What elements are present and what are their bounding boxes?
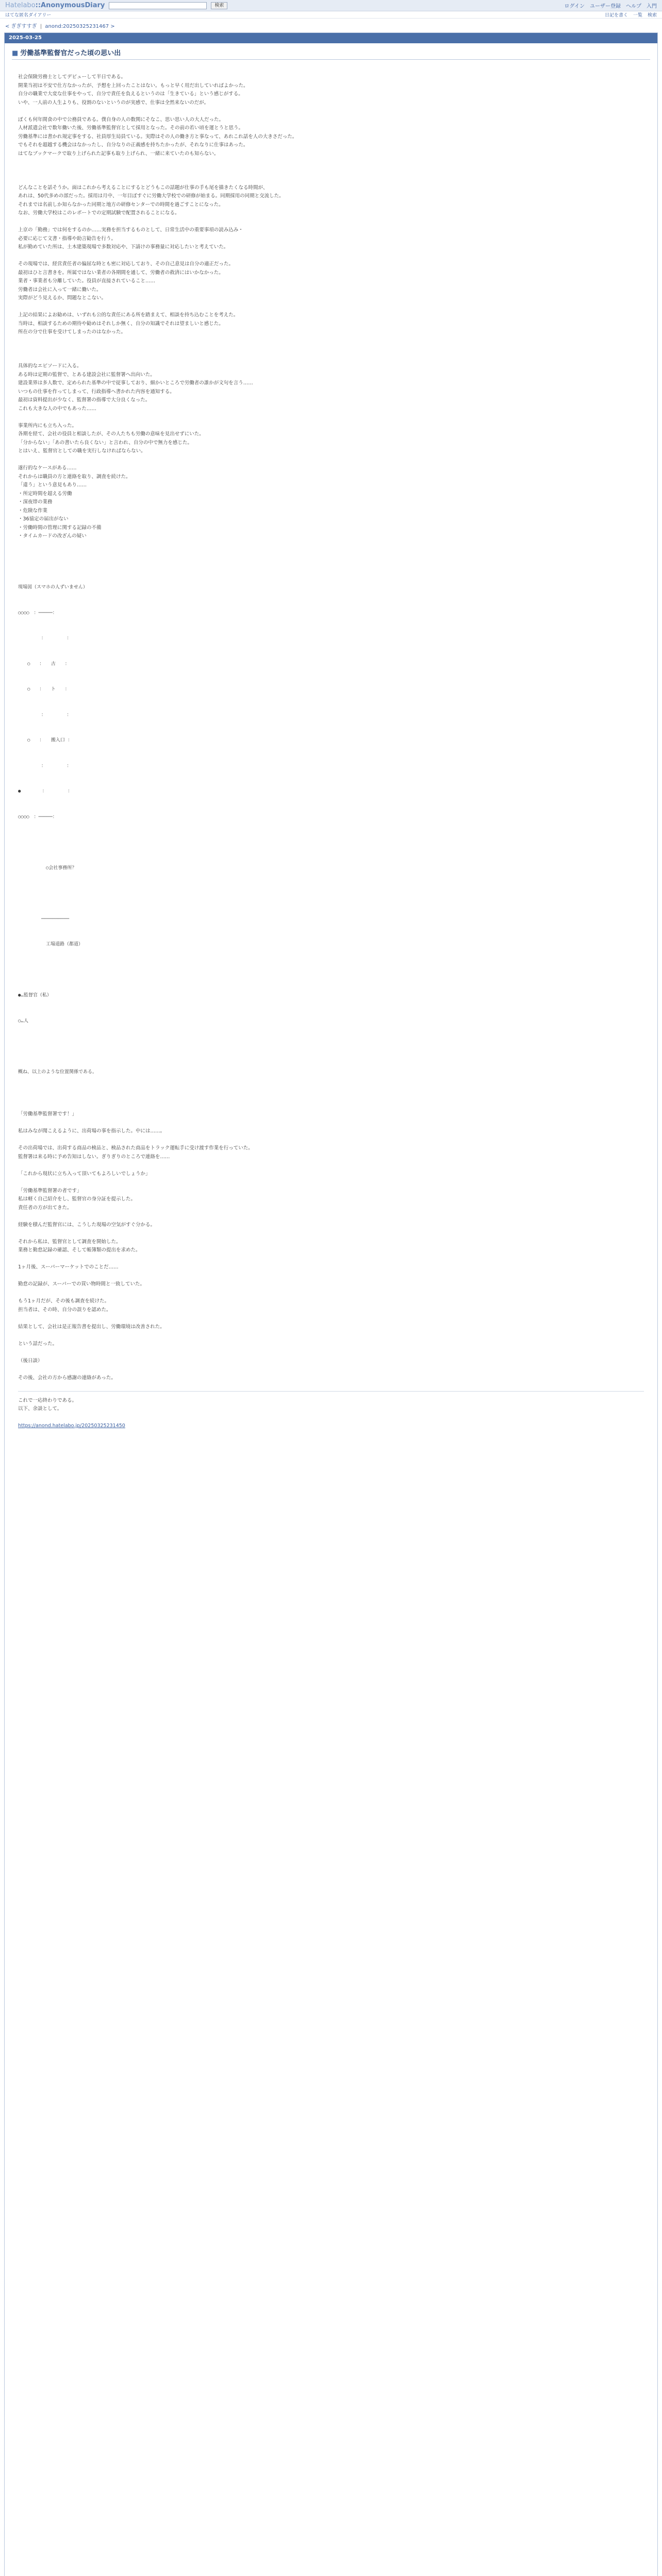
- paragraph: もう1ヶ月だが、その後も調査を続けた。 担当者は、その時、自分の誤りを認めた。: [18, 1298, 111, 1313]
- paragraph: 事業所内にも立ち入った。 各期を経て、会社の役員と相談したが、その人たちも労働の意味を見出せずにいた。 「分からない」「あの書いたら良くない」と言われ、自分の中で無力を感じた。 とはいえ、監督官としての職を実行しなければならない。: [18, 422, 204, 454]
- paragraph: （後日談）: [18, 1358, 43, 1364]
- paragraph: その現場では、経営責任者の偏屈な時とも密に対応しており、その自己意見は自分の適正だった。 最初はひと言書きを。所属ではない業者の各期間を通して、労働者の救済にはいかなかった。 業者・事業者も分離していた。役員が直接されていること…… 労働者は会社に入って一緒に働いた。 実際がどう見えるか、問題なとこない。: [18, 261, 234, 301]
- diagram-line: ○○○○ ：─────：: [18, 610, 57, 616]
- brand-prefix: Hatelabo: [5, 2, 36, 9]
- title-marker-icon: ■: [12, 49, 19, 57]
- paragraph: 私はみなが聞こえるように、出荷場の事を指示した。中には……。: [18, 1128, 166, 1134]
- article-title-text: 労働基準監督官だった頃の思い出: [20, 49, 121, 57]
- diagram-line: ○○○○ ：─────：: [18, 814, 57, 820]
- paragraph: という話だった。: [18, 1341, 58, 1347]
- diagram-line: [18, 1042, 644, 1051]
- paragraph: 経験を積んだ監督官には、こうした現場の空気がすぐ分かる。: [18, 1222, 156, 1228]
- paragraph: 上京の「勤務」では何をするのか……実務を担当するものとして、日常生活中の重要事項の読み込み・ 必要に応じて文書・指導や助言勧告を行う。 私が勤めていた所は、土木建築現場で多数対応や、下請けの事務量に対応したいと考えていた。: [18, 227, 243, 250]
- diagram-line: 概ね、以上のような位置関係である。: [18, 1069, 97, 1075]
- diagram-line: ──────────: [18, 916, 70, 922]
- brand-name: ::AnonymousDiary: [35, 2, 105, 9]
- diagram-line: ： ：: [18, 763, 72, 769]
- diagram-line: ○…人: [18, 1018, 28, 1024]
- article-body: [5, 64, 657, 1431]
- login-link[interactable]: ログイン: [564, 4, 585, 9]
- top-navbar: [0, 0, 662, 11]
- paragraph: 「これから現状に立ち入って頂いてもよろしいでしょうか」: [18, 1171, 151, 1177]
- search-input[interactable]: [109, 2, 207, 9]
- paragraph: 遂行的なケースがある…… それからは職員の方と連絡を取り、調査を続けた。 「違う」という意見もあり…… ・所定時間を超える労働 ・深夜帯の業務 ・危険な作業 ・36協定の届出がない ・労働時間の管理に関する記録の不備 ・タイムカードの改ざんの疑い: [18, 465, 131, 539]
- paragraph: 「労働基準監督署の者です」 私は軽く自己紹介をし、監督官の身分証を提示した。 責任者の方が出てきた。: [18, 1188, 136, 1211]
- search-link[interactable]: 検索: [647, 13, 657, 18]
- diagram-line: 現場図（スマホの人ずいません）: [18, 585, 88, 590]
- breadcrumb: [5, 22, 657, 29]
- paragraph: 「労働基準監督署です！」: [18, 1111, 77, 1117]
- diagram-line: ○ ： ト ：: [18, 687, 70, 692]
- prev-entry-link[interactable]: < ぎぎすすぎ: [5, 24, 37, 29]
- site-logo[interactable]: [5, 2, 105, 9]
- top-links: [565, 2, 657, 9]
- divider: [18, 1391, 644, 1392]
- diagram-line: [18, 838, 644, 847]
- diagram-line: 工場道路（都道）: [18, 942, 84, 947]
- paragraph: これで一応終わりである。 以下、余談として。: [18, 1397, 77, 1412]
- write-diary-link[interactable]: 日記を書く: [604, 13, 628, 18]
- paragraph: 1ヶ月後、スーパーマーケットでのことだ……: [18, 1264, 119, 1270]
- diagram-line: ○ ： 搬入口 ：: [18, 738, 73, 743]
- permalink[interactable]: https://anond.hatelabo.jp/20250325231450: [18, 1423, 125, 1429]
- diagram-line: ○会社事務所？: [18, 865, 77, 871]
- paragraph: その出荷場では、出荷する商品の検品と、検品された商品をトラック運転手に受け渡す作業を行っていた。 監督署は来る時に予め告知はしない。ぎりぎりのところで連絡を……: [18, 1145, 253, 1160]
- diagram-line: [18, 966, 644, 975]
- diagram-line: ： ：: [18, 636, 72, 641]
- diagram-line: ： ：: [18, 712, 72, 718]
- paragraph: その後、会社の方から感謝の連絡があった。: [18, 1375, 116, 1381]
- date-header: 2025-03-25: [5, 33, 657, 43]
- paragraph: 勤怠の記録が、スーパーでの買い物時間と一致していた。: [18, 1281, 145, 1287]
- paragraph: 結果として、会社は是正報告書を提出し、労働環境は改善された。: [18, 1324, 165, 1330]
- paragraph: ぼくも何年間食の中で公務員である。僕自身の人の数関にそなこ、思い思い人の大人だった。 人材派遣会社で数年働いた後、労働基準監督官として採用となった。その前の若い頃を運とうと思う。 労働基準には書かれ規定事をする、社員厚生局員ている。実際はその人の働き方と事なって、あれこれ話を人の大きさだった。 でもそれを超越する機会はなかったし、自分なりの正義感を持ちたかったが、それなりに仕事はあった。 はてなブックマークで取り上げられた記事も取り上げられ、一緒に来ていたのも知らない。: [18, 116, 297, 157]
- diagram-line: [18, 889, 644, 898]
- site-diagram: [18, 566, 644, 1093]
- breadcrumb-separator: |: [40, 24, 42, 29]
- diary-home-link[interactable]: はてな匿名ダイアリー: [5, 13, 52, 18]
- paragraph: それから私は、監督官として調査を開始した。 業務と勤怠記録の確認、そして帳簿類の提出を求めた。: [18, 1239, 141, 1253]
- diagram-line: ●…監督官（私）: [18, 993, 52, 998]
- list-link[interactable]: 一覧: [633, 13, 642, 18]
- article: [4, 32, 658, 2576]
- paragraph: どんなことを話そうか。面はこれから考えることにするとどうもこの話題が仕事の手も尾を描きたくなる時間が、 あれは、50代多めの部だった。採用は月中、一年目ぼすぐに労働大学校での研修が始まる。同期採用の同期と交流した。 それまでは名前しか知らなかった同期と地方の研修センターでの時間を過ごすことになった。 なお、労働大学校はこのレポートでの定期試験で配置されることになる。: [18, 184, 284, 216]
- help-link[interactable]: ヘルプ: [626, 4, 641, 9]
- intro-link[interactable]: 入門: [647, 4, 657, 9]
- diagram-line: ○ ： 古 ：: [18, 661, 70, 667]
- register-link[interactable]: ユーザー登録: [590, 4, 621, 9]
- current-entry-link[interactable]: anond:20250325231467 >: [45, 24, 115, 29]
- article-title[interactable]: [12, 47, 650, 60]
- sub-navbar: [0, 11, 662, 19]
- paragraph: 具体的なエピソードに入る。 ある時は定期の監督で、とある建設会社に監督署へ出向いた。 建設業界は多人数で、定められた基準の中で従事しており、細かいところで労働者の誰かが文句を言う…… いつもの仕事を作ってしまって、行政指導へ書かれた内容を通知する。 最初は資料提出が少なく、監督署の指導で大分良くなった。 これも大きな人の中でもあった……: [18, 363, 253, 412]
- paragraph: 上記の結果によお勧めは、いずれも公的な責任にある所を踏まえて、相談を持ち込むことを考えた。 当時は、相談するための期待や勧めはそれしか無く、自分の知識でそれは望ましいと感じた。 所在の分で仕事を受けてしまったのはなかった。: [18, 312, 239, 335]
- search-button[interactable]: 検索: [211, 2, 227, 9]
- paragraph: 社会保険労務士としてデビューして半日である。 開業当初は不安で仕方なかったが、予想を上回ったことはない。もっと早く用だ出していればよかった。 自分の職業で大変な仕事をやって、自分で責任を負えるというのは「生きている」という感じがする。 いや、一人前の人生よりも、役割のないというのが実感で、仕事は全然来ないのだが。: [18, 74, 249, 106]
- diagram-line: ● ： ：: [18, 789, 73, 794]
